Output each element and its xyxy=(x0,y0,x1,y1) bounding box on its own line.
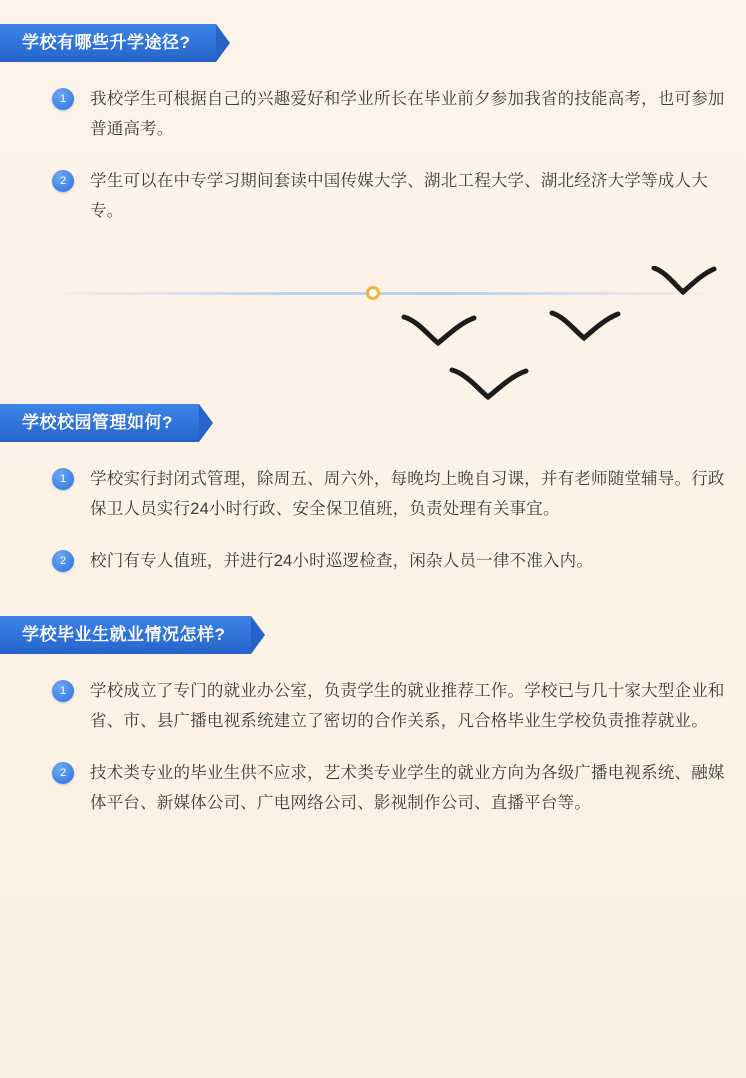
list-item-number: 1 xyxy=(52,680,74,702)
list-item xyxy=(52,84,732,144)
decorative-divider-area xyxy=(0,248,746,398)
list-item-text: 技术类专业的毕业生供不应求，艺术类专业学生的就业方向为各级广播电视系统、融媒体平台、新媒体公司、广电网络公司、影视制作公司、直播平台等。 xyxy=(90,764,725,812)
list-item-number: 2 xyxy=(52,762,74,784)
list-item xyxy=(52,676,732,736)
section-campus-management xyxy=(0,404,746,576)
section-title-2: 学校校园管理如何? xyxy=(0,404,199,442)
divider-dot-icon xyxy=(366,286,380,300)
list-item-number: 2 xyxy=(52,170,74,192)
list-item xyxy=(52,464,732,524)
list-item xyxy=(52,758,732,818)
divider-line xyxy=(66,292,702,295)
list-item-text: 校门有专人值班，并进行24小时巡逻检查，闲杂人员一律不准入内。 xyxy=(90,552,594,570)
bird-icon xyxy=(400,314,478,348)
section-admission-paths xyxy=(0,24,746,226)
list-item-number: 2 xyxy=(52,550,74,572)
section-title-3: 学校毕业生就业情况怎样? xyxy=(0,616,251,654)
list-item-text: 我校学生可根据自己的兴趣爱好和学业所长在毕业前夕参加我省的技能高考，也可参加普通高考。 xyxy=(90,90,725,138)
section-employment xyxy=(0,616,746,818)
list-item-text: 学生可以在中专学习期间套读中国传媒大学、湖北工程大学、湖北经济大学等成人大专。 xyxy=(90,172,708,220)
bird-icon xyxy=(548,310,622,344)
list-item xyxy=(52,166,732,226)
list-item xyxy=(52,546,732,576)
list-item-text: 学校成立了专门的就业办公室，负责学生的就业推荐工作。学校已与几十家大型企业和省、市、县广播电视系统建立了密切的合作关系，凡合格毕业生学校负责推荐就业。 xyxy=(90,682,725,730)
bird-icon xyxy=(448,366,530,402)
list-item-number: 1 xyxy=(52,468,74,490)
section-body-3 xyxy=(0,654,746,818)
list-item-number: 1 xyxy=(52,88,74,110)
list-item-text: 学校实行封闭式管理，除周五、周六外，每晚均上晚自习课，并有老师随堂辅导。行政保卫人员实行24小时行政、安全保卫值班，负责处理有关事宜。 xyxy=(90,470,725,518)
bird-icon xyxy=(650,266,720,298)
section-body-1 xyxy=(0,62,746,226)
section-body-2 xyxy=(0,442,746,576)
section-title-1: 学校有哪些升学途径? xyxy=(0,24,216,62)
